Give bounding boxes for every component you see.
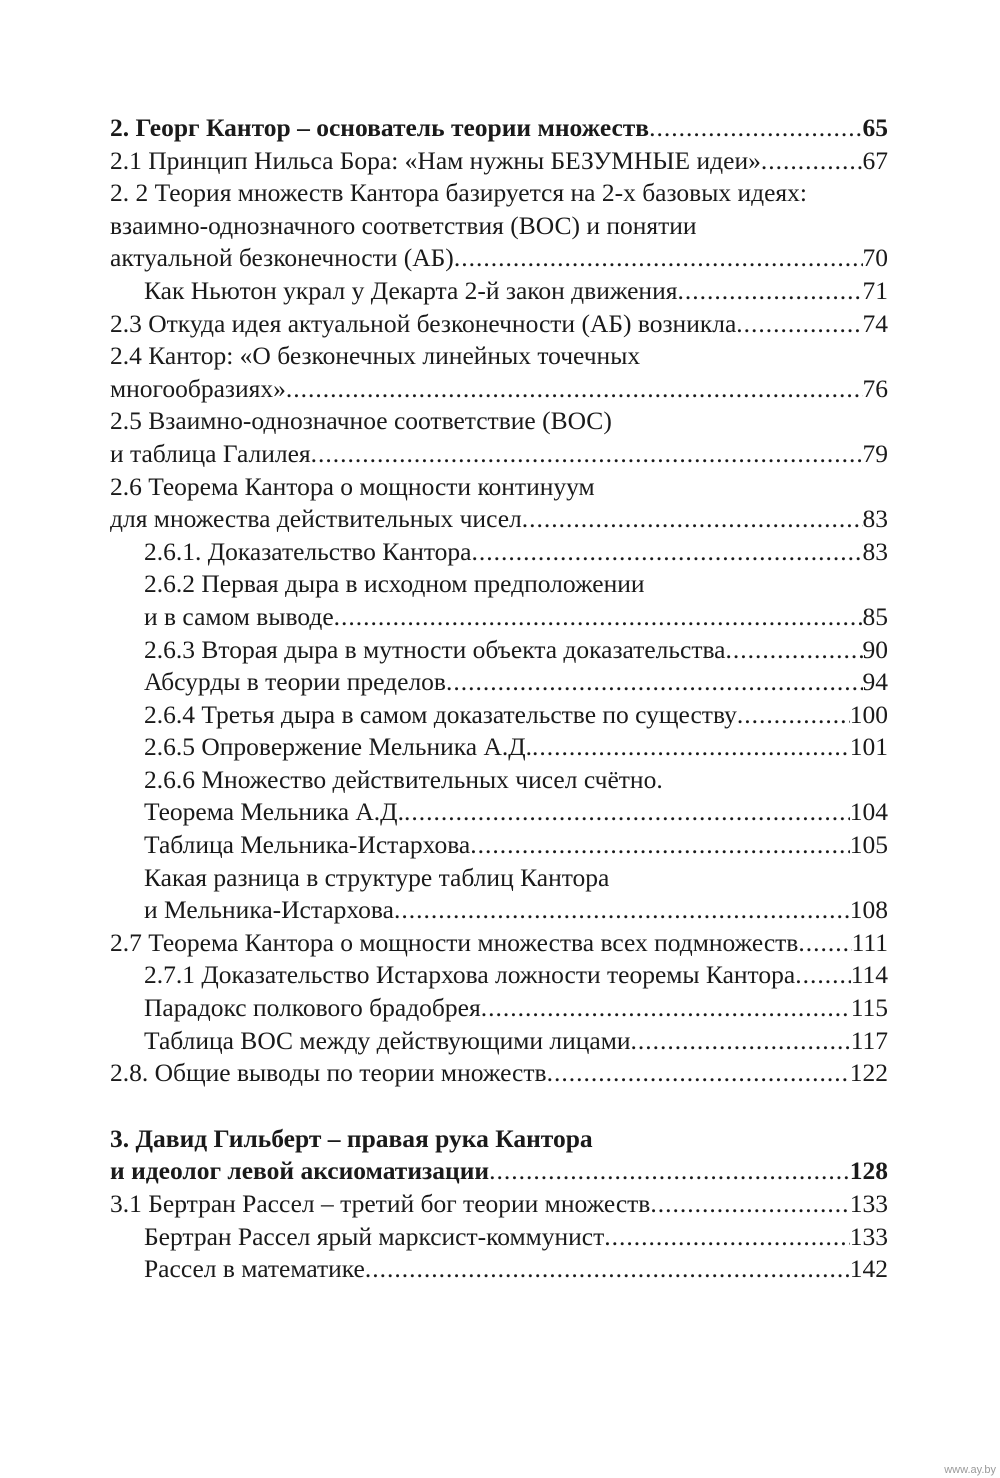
- toc-entry-title: 2.4 Кантор: «О безконечных линейных точечных: [110, 341, 641, 371]
- toc-entry: [110, 796, 888, 829]
- toc-entry: [110, 1155, 888, 1188]
- toc-entry: [110, 894, 888, 927]
- toc-entry-title: многообразиях»: [110, 373, 286, 403]
- dot-leader: [650, 1188, 849, 1221]
- toc-entry: [110, 1221, 888, 1254]
- toc-entry: [110, 308, 888, 341]
- toc-entry-title: Какая разница в структуре таблиц Кантора: [144, 862, 610, 892]
- toc-entry: [110, 210, 888, 243]
- toc-entry: [110, 1025, 888, 1058]
- toc-entry-title: 2.5 Взаимно-однозначное соответствие (ВОС): [110, 406, 612, 436]
- toc-entry-page-number: 83: [862, 504, 888, 534]
- dot-leader: [311, 438, 863, 471]
- toc-entry-page-number: 85: [862, 601, 888, 631]
- toc-entry-title: 2.7.1 Доказательство Истархова ложности теоремы Кантора: [144, 960, 796, 990]
- toc-entry: [110, 764, 888, 797]
- toc-entry-title: 2.6 Теорема Кантора о мощности континуум: [110, 471, 595, 501]
- dot-leader: [677, 275, 862, 308]
- toc-entry-title: Таблица ВОС между действующими лицами: [144, 1025, 631, 1055]
- toc-entry: [110, 242, 888, 275]
- toc-entry: [110, 503, 888, 536]
- toc-entry-page-number: 101: [849, 732, 888, 762]
- toc-entry-page-number: 76: [862, 373, 888, 403]
- toc-entry-title: и идеолог левой аксиоматизации: [110, 1156, 490, 1186]
- toc-entry: [110, 601, 888, 634]
- toc-entry: [110, 536, 888, 569]
- toc-entry-title: и в самом выводе: [144, 601, 334, 631]
- toc-entry-page-number: 74: [862, 308, 888, 338]
- toc-entry-title: 2. Георг Кантор – основатель теории множеств: [110, 113, 650, 142]
- toc-entry-title: 2.1 Принцип Нильса Бора: «Нам нужны БЕЗУМНЫЕ идеи»: [110, 145, 761, 175]
- toc-entry-page-number: 122: [849, 1058, 888, 1088]
- dot-leader: [649, 112, 862, 145]
- toc-entry-title: 2.6.2 Первая дыра в исходном предположении: [144, 569, 645, 599]
- dot-leader: [394, 894, 850, 927]
- toc-entry-title: 2.7 Теорема Кантора о мощности множества всех подмножеств: [110, 927, 799, 957]
- dot-leader: [481, 992, 851, 1025]
- toc-entry: [110, 959, 888, 992]
- toc-entry: [110, 1123, 888, 1156]
- toc-entry-page-number: 100: [849, 699, 888, 729]
- toc-entry: [110, 666, 888, 699]
- toc-entry-page-number: 115: [850, 993, 888, 1023]
- dot-leader: [737, 699, 850, 732]
- dot-leader: [404, 796, 850, 829]
- toc-entry-page-number: 65: [862, 113, 888, 142]
- toc-entry-page-number: 105: [849, 830, 888, 860]
- toc-entry-page-number: 133: [849, 1189, 888, 1218]
- toc-entry-page-number: 90: [862, 634, 888, 664]
- toc-entry-title: 2.6.1. Доказательство Кантора: [144, 536, 472, 566]
- toc-entry-title: 2. 2 Теория множеств Кантора базируется на 2-х базовых идеях:: [110, 178, 807, 208]
- toc-entry-title: Абсурды в теории пределов: [144, 667, 446, 697]
- toc-entry-page-number: 67: [862, 145, 888, 175]
- toc-entry: [110, 1253, 888, 1286]
- dot-leader: [547, 1057, 850, 1090]
- dot-leader: [798, 927, 851, 960]
- dot-leader: [489, 1155, 850, 1188]
- toc-entry-page-number: 71: [862, 275, 888, 305]
- toc-entry: [110, 1188, 888, 1221]
- toc-entry: [110, 112, 888, 145]
- dot-leader: [631, 1025, 851, 1058]
- toc-entry: [110, 340, 888, 373]
- toc-entry: [110, 177, 888, 210]
- toc-entry-title: Таблица Мельника-Истархова: [144, 830, 471, 860]
- toc-entry: [110, 862, 888, 895]
- dot-leader: [471, 536, 862, 569]
- toc-entry-title: актуальной безконечности (АБ): [110, 243, 454, 273]
- toc-entry-title: для множества действительных чисел: [110, 504, 522, 534]
- toc-entry-title: 2.6.5 Опровержение Мельника А.Д.: [144, 732, 533, 762]
- toc-entry: [110, 1057, 888, 1090]
- toc-entry-title: 2.6.3 Вторая дыра в мутности объекта доказательства: [144, 634, 726, 664]
- toc-entry-page-number: 133: [849, 1221, 888, 1251]
- toc-entry-page-number: 104: [849, 797, 888, 827]
- toc-entry-page-number: 70: [862, 243, 888, 273]
- toc-entry: [110, 992, 888, 1025]
- dot-leader: [470, 829, 850, 862]
- toc-entry-title: 2.6.6 Множество действительных чисел счётно.: [144, 764, 663, 794]
- dot-leader: [365, 1253, 850, 1286]
- toc-entry: [110, 471, 888, 504]
- section-gap: [110, 1090, 888, 1123]
- toc-entry: [110, 829, 888, 862]
- dot-leader: [736, 308, 862, 341]
- dot-leader: [286, 373, 863, 406]
- toc-entry-title: Рассел в математике: [144, 1254, 365, 1284]
- dot-leader: [726, 634, 863, 667]
- toc-entry-title: Теорема Мельника А.Д.: [144, 797, 404, 827]
- toc-entry-page-number: 128: [849, 1156, 888, 1186]
- toc-entry-title: Бертран Рассел ярый марксист-коммунист: [144, 1221, 605, 1251]
- toc-entry-title: 3. Давид Гильберт – правая рука Кантора: [110, 1123, 593, 1153]
- toc-entry-page-number: 114: [850, 960, 888, 990]
- toc-entry-title: взаимно-однозначного соответствия (ВОС) и понятии: [110, 210, 697, 240]
- toc-entry: [110, 145, 888, 178]
- toc-entry: [110, 373, 888, 406]
- dot-leader: [795, 959, 851, 992]
- toc-entry-title: и Мельника-Истархова: [144, 895, 394, 925]
- dot-leader: [334, 601, 863, 634]
- toc-entry-page-number: 79: [862, 438, 888, 468]
- dot-leader: [522, 503, 863, 536]
- dot-leader: [446, 666, 863, 699]
- table-of-contents: [110, 112, 888, 1286]
- toc-entry-page-number: 111: [851, 927, 888, 957]
- toc-entry-page-number: 108: [849, 895, 888, 925]
- dot-leader: [604, 1221, 849, 1254]
- toc-entry: [110, 275, 888, 308]
- toc-entry-title: и таблица Галилея: [110, 438, 311, 468]
- toc-entry: [110, 731, 888, 764]
- toc-entry-page-number: 142: [849, 1254, 888, 1284]
- toc-entry-title: 2.3 Откуда идея актуальной безконечности (АБ) возникла: [110, 308, 737, 338]
- toc-entry-page-number: 94: [862, 667, 888, 697]
- toc-entry-title: Парадокс полкового брадобрея: [144, 993, 481, 1023]
- toc-entry-title: 2.6.4 Третья дыра в самом доказательстве по существу: [144, 699, 737, 729]
- dot-leader: [532, 731, 850, 764]
- toc-entry-page-number: 117: [850, 1025, 888, 1055]
- watermark: www.ay.by: [944, 1464, 996, 1476]
- toc-entry: [110, 699, 888, 732]
- toc-entry-title: 2.8. Общие выводы по теории множеств: [110, 1058, 547, 1088]
- toc-entry: [110, 927, 888, 960]
- toc-entry-title: Как Ньютон украл у Декарта 2-й закон движения: [144, 275, 678, 305]
- dot-leader: [761, 145, 863, 178]
- toc-entry: [110, 405, 888, 438]
- toc-entry: [110, 634, 888, 667]
- dot-leader: [454, 242, 863, 275]
- toc-entry: [110, 568, 888, 601]
- toc-entry-title: 3.1 Бертран Рассел – третий бог теории множеств: [110, 1189, 651, 1218]
- toc-entry-page-number: 83: [862, 536, 888, 566]
- toc-entry: [110, 438, 888, 471]
